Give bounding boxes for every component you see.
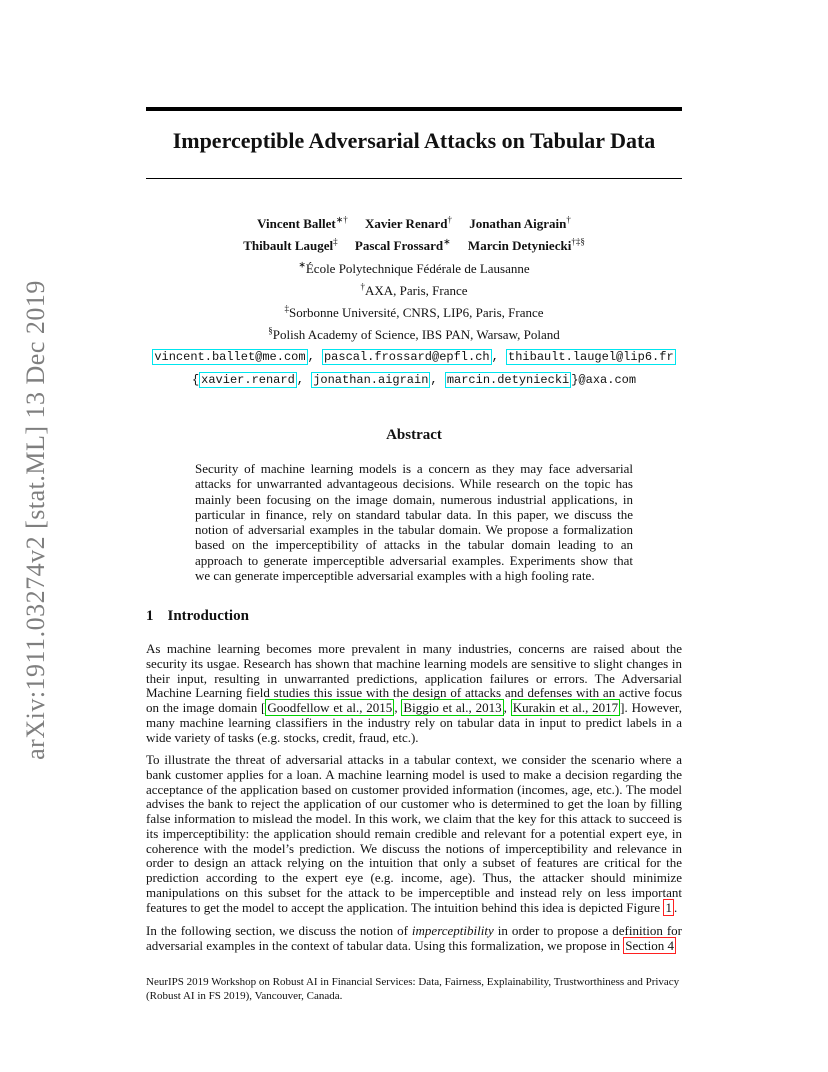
email-link[interactable]: pascal.frossard@epfl.ch [323,350,490,364]
section-heading-introduction [146,608,249,625]
arxiv-identifier: arXiv:1911.03274v2 [stat.ML] 13 Dec 2019 [21,280,50,760]
title-bottom-rule [146,178,682,179]
author-line-2 [146,238,682,254]
author-name: Thibault Laugel‡ [243,236,338,253]
email-link[interactable]: vincent.ballet@me.com [154,350,306,364]
figure-reference-link[interactable]: 1 [665,899,672,915]
citation-link[interactable]: Kurakin et al., 2017 [512,700,619,715]
email-link[interactable]: marcin.detyniecki [446,373,570,387]
paper-title: Imperceptible Adversarial Attacks on Tabular Data [172,128,656,153]
author-name: Pascal Frossard∗ [354,236,451,253]
email-line-2: { xavier.renard , jonathan.aigrain , marcin.detyniecki }@axa.com [191,373,637,387]
venue-footnote: NeurIPS 2019 Workshop on Robust AI in Financial Services: Data, Fairness, Explainability, Trustworthiness and Privacy (Robust AI in FS 2019), Vancouver, Canada. [146,976,680,1002]
email-link[interactable]: jonathan.aigrain [313,373,429,387]
email-link[interactable]: xavier.renard [201,373,295,387]
intro-paragraph-2: To illustrate the threat of adversarial attacks in a tabular context, we consider the scenario where a bank customer applies for a loan. A machine learning model is used to make a decision regarding the acceptance of the application based on customer provided information (incomes, age, etc.). The model advises the bank to reject the application of our customer who is determined to get the loan by filling false information to mislead the model. In this work, we claim that the key for this attack to succeed is its imperceptibility: the application should remain credible and relevant for a potential expert eye, in coherence with the model’s prediction. We discuss the notions of imperceptibility and relevance in order to design an attack relying on the intuition that only a subset of features are critical for the prediction according to the expert eye (e.g. income, age). Thus, the attacker should minimize manipulations on this subset for the attack to be imperceptible and instead rely on less important features to get the model to accept the application. The intuition behind this idea is depicted Figure 1 . [146,752,682,915]
section-reference-link[interactable]: Section 4 [625,937,674,953]
abstract-heading: Abstract [386,427,442,443]
affiliation: †AXA, Paris, France [360,281,468,298]
citation-link[interactable]: Biggio et al., 2013 [403,700,502,715]
abstract-text: Security of machine learning models is a concern as they may face adversarial attacks for unwarranted advantageous decisions. While research on the topic has mainly been focusing on the image domain, numerous industrial applications, in particular in finance, rely on standard tabular data. In this paper, we discuss the notion of adversarial examples in the tabular domain. We propose a formalization based on the imperceptibility of attacks in the tabular domain leading to an approach to generate imperceptible adversarial examples. Experiments show that we can generate imperceptible adversarial examples with a high fooling rate. [195,461,633,584]
section-number: 1 [146,608,154,624]
author-name: Vincent Ballet∗† [257,214,348,231]
email-link[interactable]: thibault.laugel@lip6.fr [508,350,674,364]
email-line-1: vincent.ballet@me.com , pascal.frossard@epfl.ch , thibault.laugel@lip6.fr [154,350,674,364]
intro-paragraph-3: In the following section, we discuss the notion of imperceptibility in order to propose a definition for adversarial examples in the context of tabular data. Using this formalization, we propose in Section 4 [146,923,682,953]
author-name: Xavier Renard† [365,214,452,231]
section-title: Introduction [167,608,249,624]
title-top-rule [146,107,682,111]
arxiv-sidebar-stamp [14,272,58,768]
intro-paragraph-1: As machine learning becomes more prevalent in many industries, concerns are raised about the security its usgae. Research has shown that machine learning models are sensitive to slight changes in their input, resulting in unwarranted predictions, application failures or errors. The Adversarial Machine Learning field studies this issue with the design of attacks and defenses with an active focus on the image domain [ Goodfellow et al., 2015 , Biggio et al., 2013 , Kurakin et al., 2017 ]. However, many machine learning classifiers in the industry rely on tabular data in input to predict labels in a wide variety of tasks (e.g. stocks, credit, fraud, etc.). [146,641,682,745]
citation-link[interactable]: Goodfellow et al., 2015 [267,700,393,715]
affiliation: §Polish Academy of Science, IBS PAN, Warsaw, Poland [268,325,560,342]
author-line-1 [146,216,682,232]
author-name: Marcin Detyniecki†‡§ [467,236,585,253]
affiliation: ∗École Polytechnique Fédérale de Lausanne [298,259,530,276]
affiliation: ‡Sorbonne Université, CNRS, LIP6, Paris, France [284,303,544,320]
author-name: Jonathan Aigrain† [469,214,571,231]
